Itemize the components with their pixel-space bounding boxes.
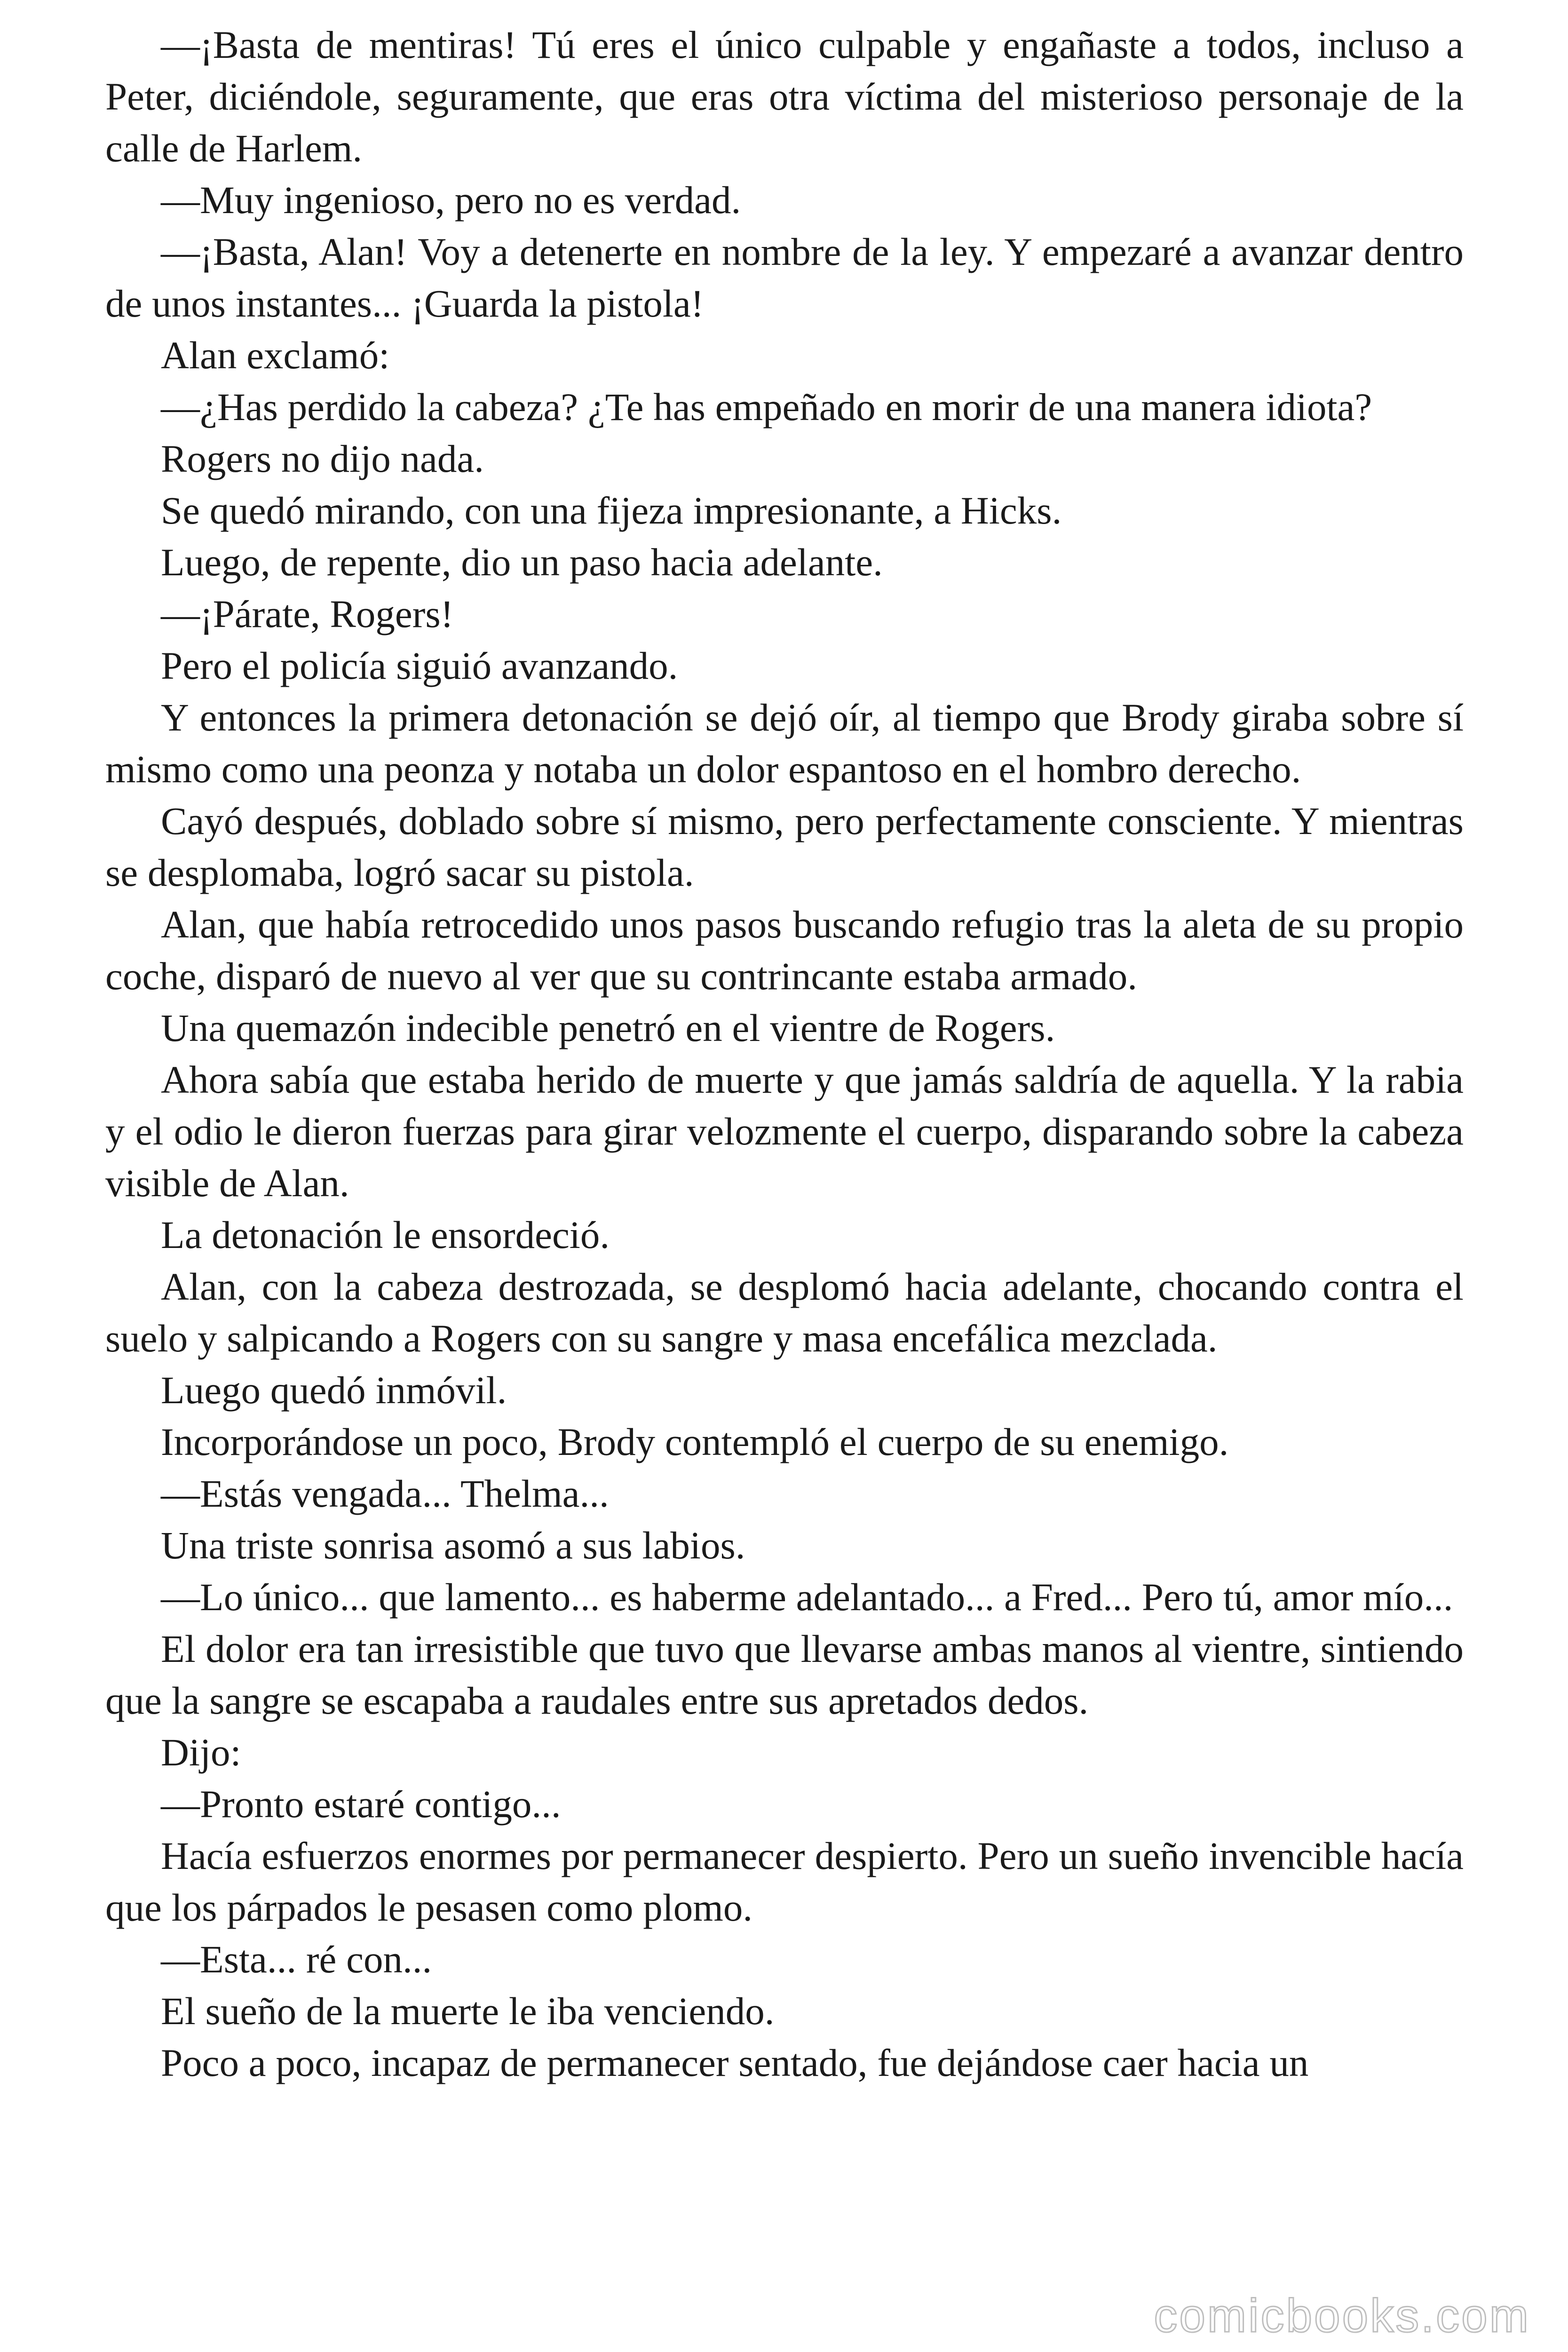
watermark: comicbooks.com	[1154, 2289, 1530, 2342]
paragraph: Dijo:	[161, 1731, 241, 1774]
paragraph: —¿Has perdido la cabeza? ¿Te has empeñado en morir de una manera idiota?	[161, 385, 1372, 429]
paragraph: —Estás vengada... Thelma...	[161, 1472, 609, 1515]
paragraph: Luego quedó inmóvil.	[161, 1368, 507, 1412]
paragraph: Hacía esfuerzos enormes por permanecer despierto. Pero un sueño invencible hacía que los párpados le pesasen como plomo.	[105, 1834, 1464, 1929]
paragraph: Una triste sonrisa asomó a sus labios.	[161, 1524, 745, 1567]
paragraph: Cayó después, doblado sobre sí mismo, pero perfectamente consciente. Y mientras se desplomaba, logró sacar su pistola.	[105, 799, 1464, 894]
book-page	[105, 19, 1464, 2333]
paragraph: El sueño de la muerte le iba venciendo.	[161, 1989, 775, 2033]
paragraph: —¡Basta de mentiras! Tú eres el único culpable y engañaste a todos, incluso a Peter, diciéndole, seguramente, que eras otra víctima del misterioso personaje de la calle de Harlem.	[105, 23, 1464, 170]
paragraph: —¡Basta, Alan! Voy a detenerte en nombre de la ley. Y empezaré a avanzar dentro de unos instantes... ¡Guarda la pistola!	[105, 230, 1464, 325]
paragraph: Luego, de repente, dio un paso hacia adelante.	[161, 540, 883, 584]
paragraph: —Lo único... que lamento... es haberme adelantado... a Fred... Pero tú, amor mío...	[161, 1575, 1453, 1619]
paragraph: —Esta... ré con...	[161, 1938, 432, 1981]
paragraph: Pero el policía siguió avanzando.	[161, 644, 678, 687]
paragraph: —¡Párate, Rogers!	[161, 592, 454, 636]
paragraph: Se quedó mirando, con una fijeza impresionante, a Hicks.	[161, 489, 1062, 532]
paragraph: Rogers no dijo nada.	[161, 437, 484, 480]
paragraph: Ahora sabía que estaba herido de muerte y que jamás saldría de aquella. Y la rabia y el odio le dieron fuerzas para girar velozmente el cuerpo, disparando sobre la cabeza visible de Alan.	[105, 1058, 1464, 1205]
paragraph: —Muy ingenioso, pero no es verdad.	[161, 178, 741, 222]
paragraph: Y entonces la primera detonación se dejó oír, al tiempo que Brody giraba sobre sí mismo como una peonza y notaba un dolor espantoso en el hombro derecho.	[105, 696, 1464, 791]
paragraph: Alan exclamó:	[161, 334, 390, 377]
paragraph: —Pronto estaré contigo...	[161, 1782, 561, 1826]
paragraph: El dolor era tan irresistible que tuvo que llevarse ambas manos al vientre, sintiendo que la sangre se escapaba a raudales entre sus apretados dedos.	[105, 1627, 1464, 1722]
paragraph: La detonación le ensordeció.	[161, 1213, 610, 1256]
paragraph: Una quemazón indecible penetró en el vientre de Rogers.	[161, 1006, 1055, 1049]
paragraph: Alan, con la cabeza destrozada, se desplomó hacia adelante, chocando contra el suelo y salpicando a Rogers con su sangre y masa encefálica mezclada.	[105, 1265, 1464, 1360]
paragraph: Poco a poco, incapaz de permanecer sentado, fue dejándose caer hacia un	[161, 2041, 1309, 2084]
paragraph: Incorporándose un poco, Brody contempló el cuerpo de su enemigo.	[161, 1420, 1229, 1463]
paragraph: Alan, que había retrocedido unos pasos buscando refugio tras la aleta de su propio coche, disparó de nuevo al ver que su contrincante estaba armado.	[105, 903, 1464, 998]
